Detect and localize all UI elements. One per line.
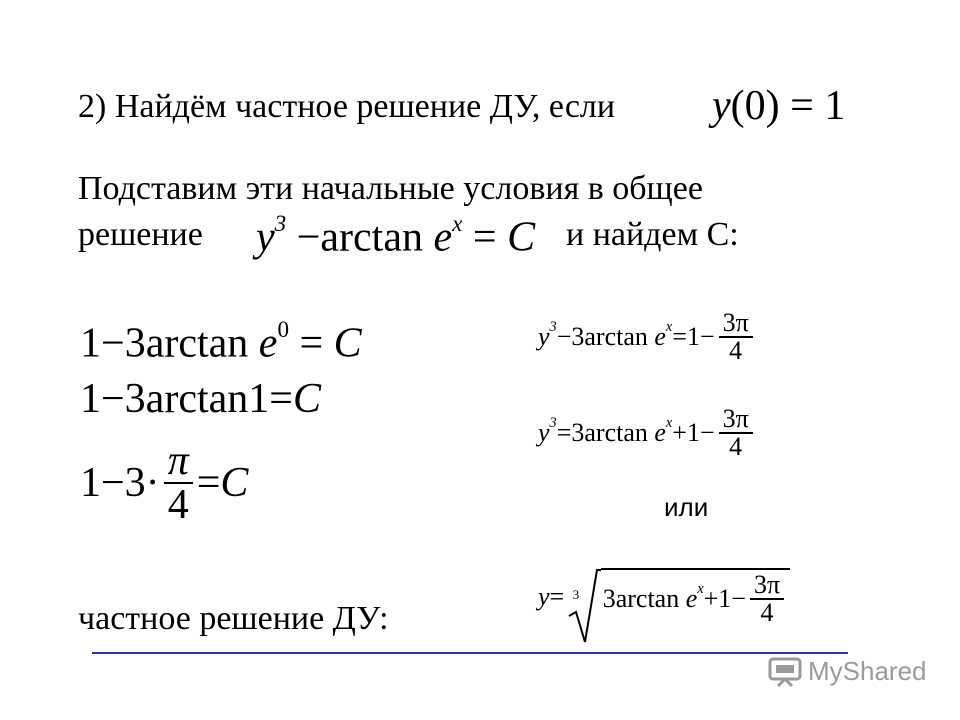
- paren-open: (: [730, 83, 745, 129]
- left-eq-3: 1−3· $\frac{\pi}{4}$ =C: [80, 438, 249, 528]
- right-eq-1: $y^3-3\arctan$ $e^x=1-$ $\frac{3\pi}{4}$: [538, 310, 757, 364]
- particular-solution-label: частное решение ДУ:: [78, 600, 389, 637]
- var-y: y: [712, 83, 731, 129]
- general-solution-label: решение: [78, 216, 203, 253]
- zero: 0: [744, 83, 766, 129]
- instruction-line: Подставим эти начальные условия в общее: [78, 170, 703, 207]
- equals: =: [790, 83, 814, 129]
- one: 1: [824, 83, 846, 129]
- projector-screen-icon: [768, 657, 802, 687]
- initial-condition: [712, 85, 845, 127]
- left-eq-1: 1−3arctan $e^0 = C$: [80, 316, 362, 367]
- brand-name: MyShared: [808, 656, 927, 686]
- paren-close: ): [765, 83, 780, 129]
- divider-line: [92, 652, 848, 654]
- myshared-logo: [768, 656, 927, 687]
- root-index: 3: [572, 587, 580, 602]
- radical-sign-icon: [567, 568, 601, 644]
- or-label: или: [664, 492, 709, 522]
- find-c-label: и найдем С:: [566, 216, 739, 253]
- cube-root: 3 3arctan $e^x+1-$ $\frac{3\pi}{4}$: [571, 568, 790, 626]
- right-eq-2: $y^3=3\arctan$ $e^x+1-$ $\frac{3\pi}{4}$: [538, 406, 757, 460]
- particular-solution-equation: y= 3 3arctan $e^x+1-$ $\frac{3\pi}{4}$: [538, 568, 790, 626]
- heading-line: 2) Найдём частное решение ДУ, если: [78, 88, 616, 125]
- left-eq-2: 1−3arctan1=C: [80, 376, 321, 422]
- general-solution-equation: $y^3 -\arctan$ $e^x = C$: [256, 210, 536, 261]
